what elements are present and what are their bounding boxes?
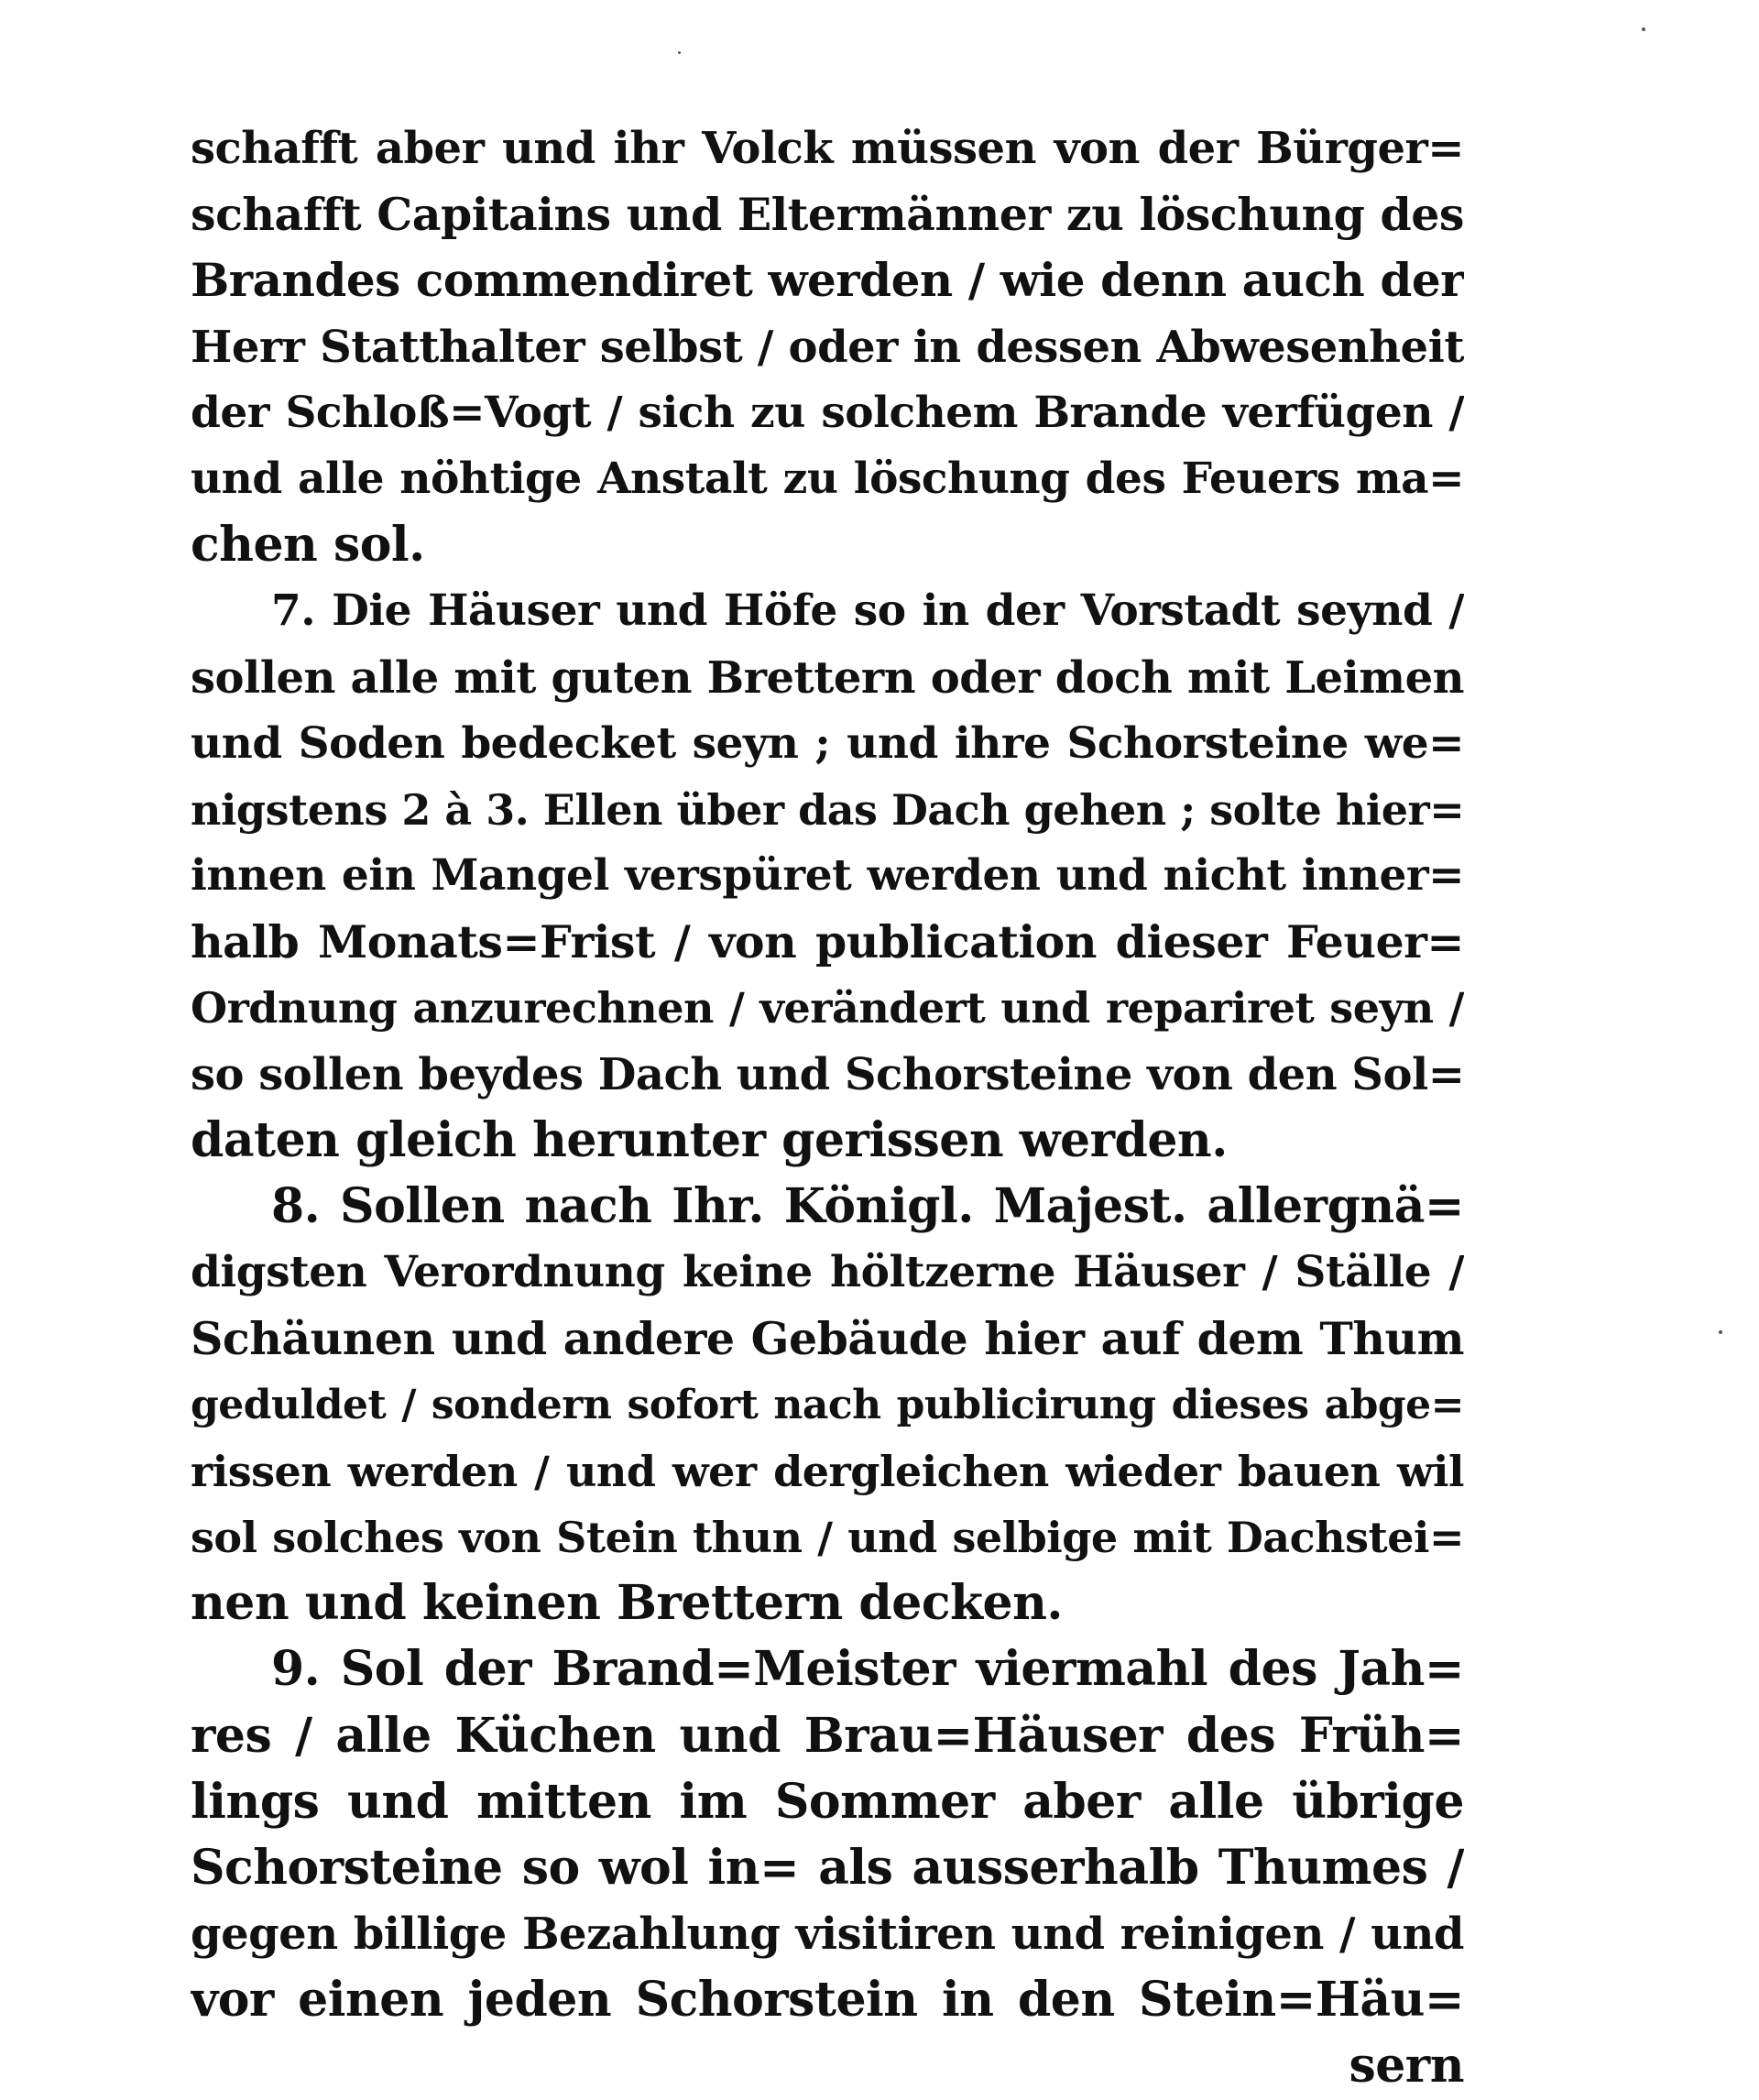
body-text xyxy=(191,115,1464,2100)
text-line: sollen alle mit guten Brettern oder doch mit Leimen xyxy=(191,651,1464,704)
text-line: 7. Die Häuser und Höfe so in der Vorstadt seynd / xyxy=(271,585,1464,637)
text-line: 9. Sol der Brand=Meister viermahl des Jah= xyxy=(271,1641,1464,1698)
text-line: Brandes commendiret werden / wie denn auch der xyxy=(191,253,1464,308)
text-line: nen und keinen Brettern decken. xyxy=(191,1575,1064,1632)
text-line: schafft aber und ihr Volck müssen von der Bürger= xyxy=(191,123,1464,174)
text-line: lings und mitten im Sommer aber alle übrige xyxy=(191,1773,1464,1830)
text-line: sol solches von Stein thun / und selbige mit Dachstei= xyxy=(191,1512,1464,1562)
text-line: und alle nöhtige Anstalt zu löschung des Feuers ma= xyxy=(191,453,1464,504)
text-line: halb Monats=Frist / von publication dieser Feuer= xyxy=(191,915,1464,969)
text-line: vor einen jeden Schorstein in den Stein=Häu= xyxy=(191,1972,1464,2029)
text-line: der Schloß=Vogt / sich zu solchem Brande verfügen / xyxy=(191,387,1464,438)
catchword: sern xyxy=(1349,2038,1464,2095)
text-line: Schäunen und andere Gebäude hier auf dem Thum xyxy=(191,1312,1464,1366)
text-line: und Soden bedecket seyn ; und ihre Schorsteine we= xyxy=(191,717,1464,769)
text-line: schafft Capitains und Eltermänner zu löschung des xyxy=(191,188,1464,242)
text-line: geduldet / sondern sofort nach publicirung dieses abge= xyxy=(191,1381,1464,1428)
text-line: res / alle Küchen und Brau=Häuser des Früh= xyxy=(191,1707,1464,1764)
text-line: innen ein Mangel verspüret werden und nicht inner= xyxy=(191,850,1464,902)
text-line: rissen werden / und wer dergleichen wieder bauen wil xyxy=(191,1446,1464,1496)
margin-speck xyxy=(1642,27,1645,31)
text-line: Herr Statthalter selbst / oder in dessen Abwesenheit xyxy=(191,321,1464,373)
text-line: chen sol. xyxy=(191,517,425,574)
text-line: 8. Sollen nach Ihr. Königl. Majest. allergnä= xyxy=(271,1178,1464,1234)
margin-speck xyxy=(678,51,681,54)
text-line: daten gleich herunter gerissen werden. xyxy=(191,1111,1228,1168)
text-line: so sollen beydes Dach und Schorsteine von den Sol= xyxy=(191,1048,1464,1100)
text-line: digsten Verordnung keine höltzerne Häuser / Ställe / xyxy=(191,1247,1464,1298)
text-line: nigstens 2 à 3. Ellen über das Dach gehen ; solte hier= xyxy=(191,784,1464,835)
margin-speck xyxy=(1719,1330,1722,1334)
text-line: Schorsteine so wol in= als ausserhalb Thumes / xyxy=(191,1839,1464,1896)
text-line: gegen billige Bezahlung visitiren und reinigen / und xyxy=(191,1909,1464,1961)
text-line: Ordnung anzurechnen / verändert und repariret seyn / xyxy=(191,983,1464,1034)
